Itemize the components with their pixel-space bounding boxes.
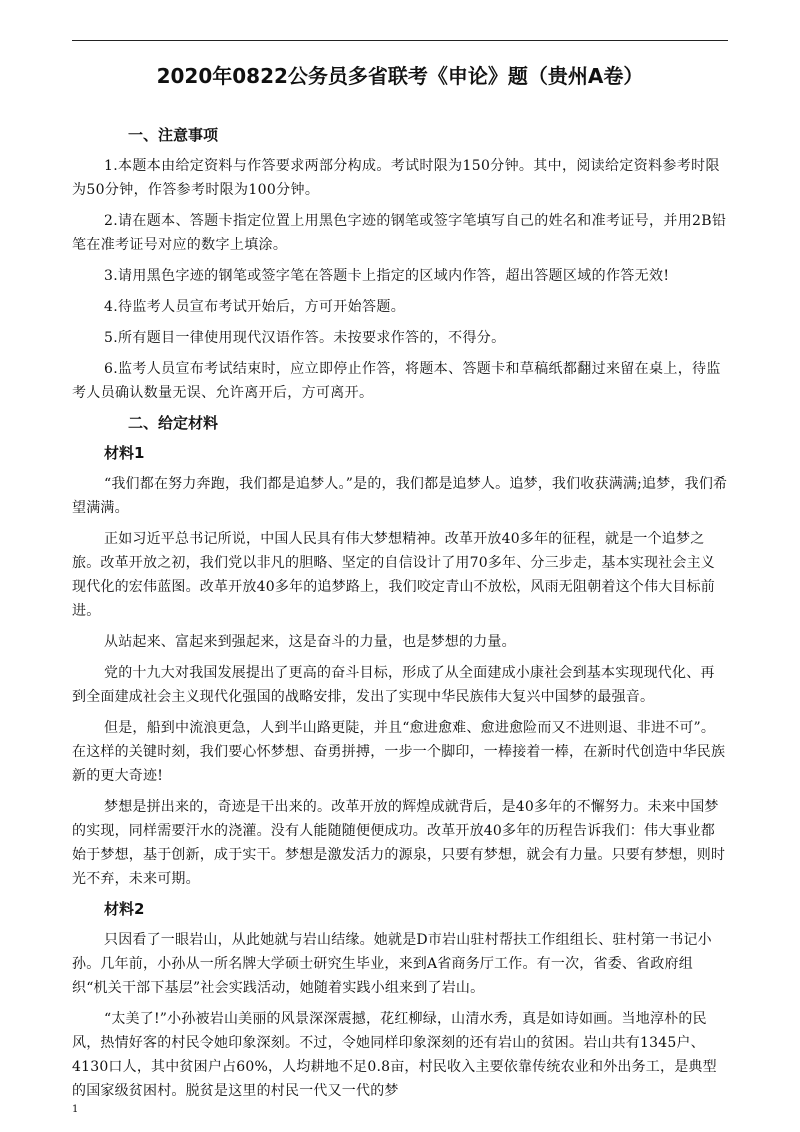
material-1-paragraph-4: 党的十九大对我国发展提出了更高的奋斗目标，形成了从全面建成小康社会到基本实现现代化、再到全面建成社会主义现代化强国的战略安排，发出了实现中华民族伟大复兴中国梦的最强音。 (72, 665, 715, 705)
notice-item-1: 1.本题本由给定资料与作答要求两部分构成。考试时限为150分钟。其中，阅读给定资料参考时限为50分钟，作答参考时限为100分钟。 (72, 158, 720, 198)
header-rule (72, 40, 728, 41)
notice-item-3: 3.请用黑色字迹的钢笔或签字笔在答题卡上指定的区域内作答，超出答题区域的作答无效! (104, 268, 670, 284)
notice-item-6: 6.监考人员宣布考试结束时，应立即停止作答，将题本、答题卡和草稿纸都翻过来留在桌上，待监考人员确认数量无误、允许离开后，方可离开。 (72, 361, 721, 401)
materials-section (72, 412, 728, 1103)
material-1-paragraph-2: 正如习近平总书记所说，中国人民具有伟大梦想精神。改革开放40多年的征程，就是一个追梦之旅。改革开放之初，我们党以非凡的胆略、坚定的自信设计了用70多年、分三步走，基本实现社会主义现代化的宏伟蓝图。改革开放40多年的追梦路上，我们咬定青山不放松，风雨无阻朝着这个伟大目标前进。 (72, 531, 716, 619)
material-1-heading: 材料1 (104, 444, 145, 462)
material-1-paragraph-5: 但是，船到中流浪更急，人到半山路更陡，并且“愈进愈难、愈进愈险而又不进则退、非进不可”。在这样的关键时刻，我们要心怀梦想、奋勇拼搏，一步一个脚印，一棒接着一棒，在新时代创造中华民族新的更大奇迹! (72, 720, 726, 784)
page-number: 1 (72, 1104, 79, 1115)
document-title: 2020年0822公务员多省联考《申论》题（贵州A卷） (156, 64, 644, 88)
materials-heading: 二、给定材料 (128, 414, 219, 432)
material-1-paragraph-1: “我们都在努力奔跑，我们都是追梦人。”是的，我们都是追梦人。追梦，我们收获满满;追梦，我们希望满满。 (72, 476, 728, 516)
material-2-paragraph-2: “太美了!”小孙被岩山美丽的风景深深震撼，花红柳绿，山清水秀，真是如诗如画。当地淳朴的民风，热情好客的村民令她印象深刻。不过，令她同样印象深刻的还有岩山的贫困。岩山共有1345户、4130口人，其中贫困户占60%，人均耕地不足0.8亩，村民收入主要依靠传统农业和外出务工，是典型的国家级贫困村。脱贫是这里的村民一代又一代的梦 (72, 1011, 717, 1099)
document-body (72, 124, 728, 1110)
material-1-paragraph-6: 梦想是拼出来的，奇迹是干出来的。改革开放的辉煌成就背后，是40多年的不懈努力。未来中国梦的实现，同样需要汗水的浇灌。没有人能随随便便成功。改革开放40多年的历程告诉我们：伟大事业都始于梦想，基于创新，成于实干。梦想是激发活力的源泉，只要有梦想，就会有力量。只要有梦想，则时光不弃，未来可期。 (72, 799, 726, 887)
material-2-heading: 材料2 (104, 900, 145, 918)
notice-item-5: 5.所有题目一律使用现代汉语作答。未按要求作答的，不得分。 (104, 330, 506, 346)
notice-heading: 一、注意事项 (128, 126, 219, 144)
notice-item-4: 4.待监考人员宣布考试开始后，方可开始答题。 (104, 299, 406, 315)
material-1-paragraph-3: 从站起来、富起来到强起来，这是奋斗的力量，也是梦想的力量。 (104, 634, 516, 650)
notice-item-2: 2.请在题本、答题卡指定位置上用黑色字迹的钢笔或签字笔填写自己的姓名和准考证号，并用2B铅笔在准考证号对应的数字上填涂。 (72, 213, 727, 253)
notice-section (72, 124, 728, 405)
material-2-paragraph-1: 只因看了一眼岩山，从此她就与岩山结缘。她就是D市岩山驻村帮扶工作组组长、驻村第一书记小孙。几年前，小孙从一所名牌大学硕士研究生毕业，来到A省商务厅工作。有一次，省委、省政府组织“机关干部下基层”社会实践活动，她随着实践小组来到了岩山。 (72, 932, 712, 996)
